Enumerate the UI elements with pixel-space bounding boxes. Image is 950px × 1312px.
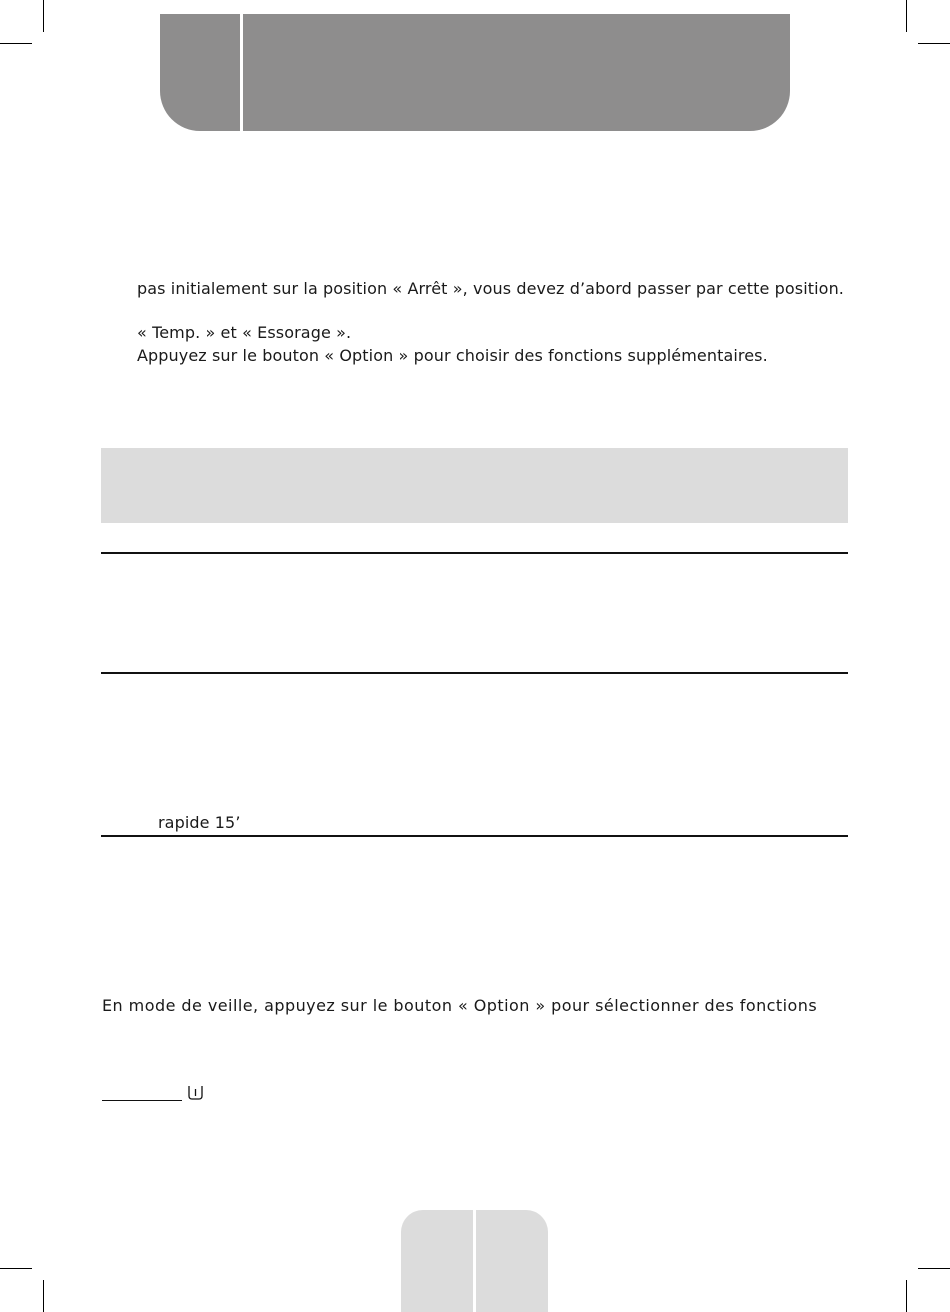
crop-mark [0,1268,32,1269]
crop-mark [43,0,44,32]
crop-mark [0,43,32,44]
table-header-band [101,448,848,523]
crop-mark [918,1268,950,1269]
instruction-line: Appuyez sur le bouton « Option » pour choisir des fonctions supplémentaires. [137,346,768,365]
instruction-line: « Temp. » et « Essorage ». [137,323,352,342]
table-row-divider [101,672,848,674]
table-row-divider [101,835,848,837]
standby-instruction: En mode de veille, appuyez sur le bouton « Option » pour sélectionner des fonctions [102,996,818,1015]
tub-icon [187,1085,204,1100]
crop-mark [906,1280,907,1312]
instruction-line: pas initialement sur la position « Arrêt », vous devez d’abord passer par cette position. [137,279,844,298]
table-cell-label: rapide 15’ [158,813,241,832]
page-number-tab [476,1210,548,1312]
crop-mark [918,43,950,44]
crop-mark [43,1280,44,1312]
underline-rule [102,1100,182,1101]
table-row-divider [101,552,848,554]
crop-mark [906,0,907,32]
header-banner-tab [160,14,240,131]
page-number-tab [401,1210,473,1312]
header-banner [243,14,790,131]
